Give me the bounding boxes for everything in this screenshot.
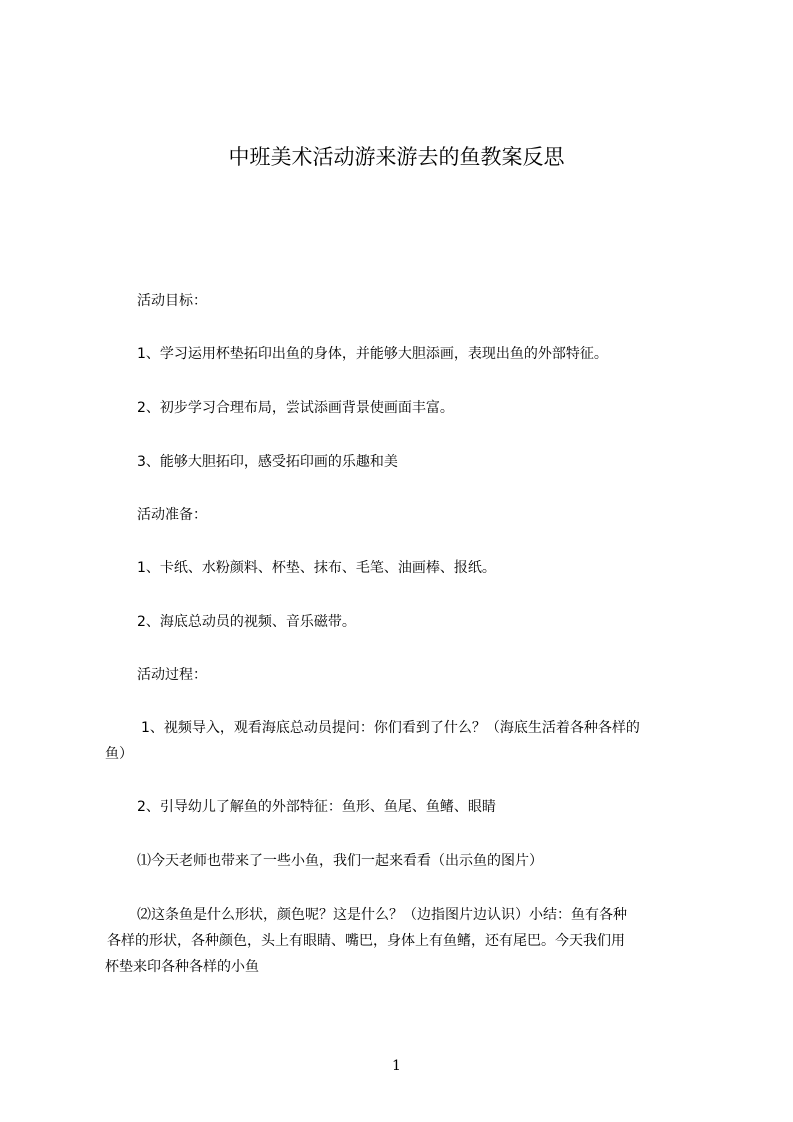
paragraph-goal-1: 1、学习运用杯垫拓印出鱼的身体，并能够大胆添画，表现出鱼的外部特征。	[137, 346, 608, 362]
paragraph-goal-2: 2、初步学习合理布局，尝试添画背景使画面丰富。	[137, 400, 454, 416]
paragraph-heading-process: 活动过程：	[137, 667, 207, 683]
page-number: 1	[392, 1058, 401, 1074]
paragraph-goal-3: 3、能够大胆拓印，感受拓印画的乐趣和美	[137, 454, 398, 470]
page-title: 中班美术活动游来游去的鱼教案反思	[228, 145, 565, 169]
paragraph-prep-1: 1、卡纸、水粉颜料、杯垫、抹布、毛笔、油画棒、报纸。	[137, 560, 496, 576]
paragraph-process-2-1: ⑴今天老师也带来了一些小鱼，我们一起来看看（出示鱼的图片）	[137, 853, 543, 869]
paragraph-heading-goals: 活动目标：	[137, 293, 207, 309]
paragraph-process-2-2-line-3: 杯垫来印各种各样的小鱼	[105, 959, 259, 975]
paragraph-prep-2: 2、海底总动员的视频、音乐磁带。	[137, 614, 356, 630]
paragraph-heading-prep: 活动准备：	[137, 507, 207, 523]
paragraph-process-2-2-line-1: ⑵这条鱼是什么形状，颜色呢？这是什么？（边指图片边认识）小结：鱼有各种	[137, 907, 627, 923]
paragraph-process-2-2-line-2: 各样的形状，各种颜色，头上有眼睛、嘴巴，身体上有鱼鳍，还有尾巴。今天我们用	[107, 933, 625, 949]
paragraph-process-1-line-1: 1、视频导入，观看海底总动员提问：你们看到了什么？（海底生活着各种各样的	[141, 720, 640, 736]
paragraph-process-1-line-2: 鱼）	[105, 746, 133, 762]
paragraph-process-2: 2、引导幼儿了解鱼的外部特征：鱼形、鱼尾、鱼鳍、眼睛	[137, 799, 496, 815]
